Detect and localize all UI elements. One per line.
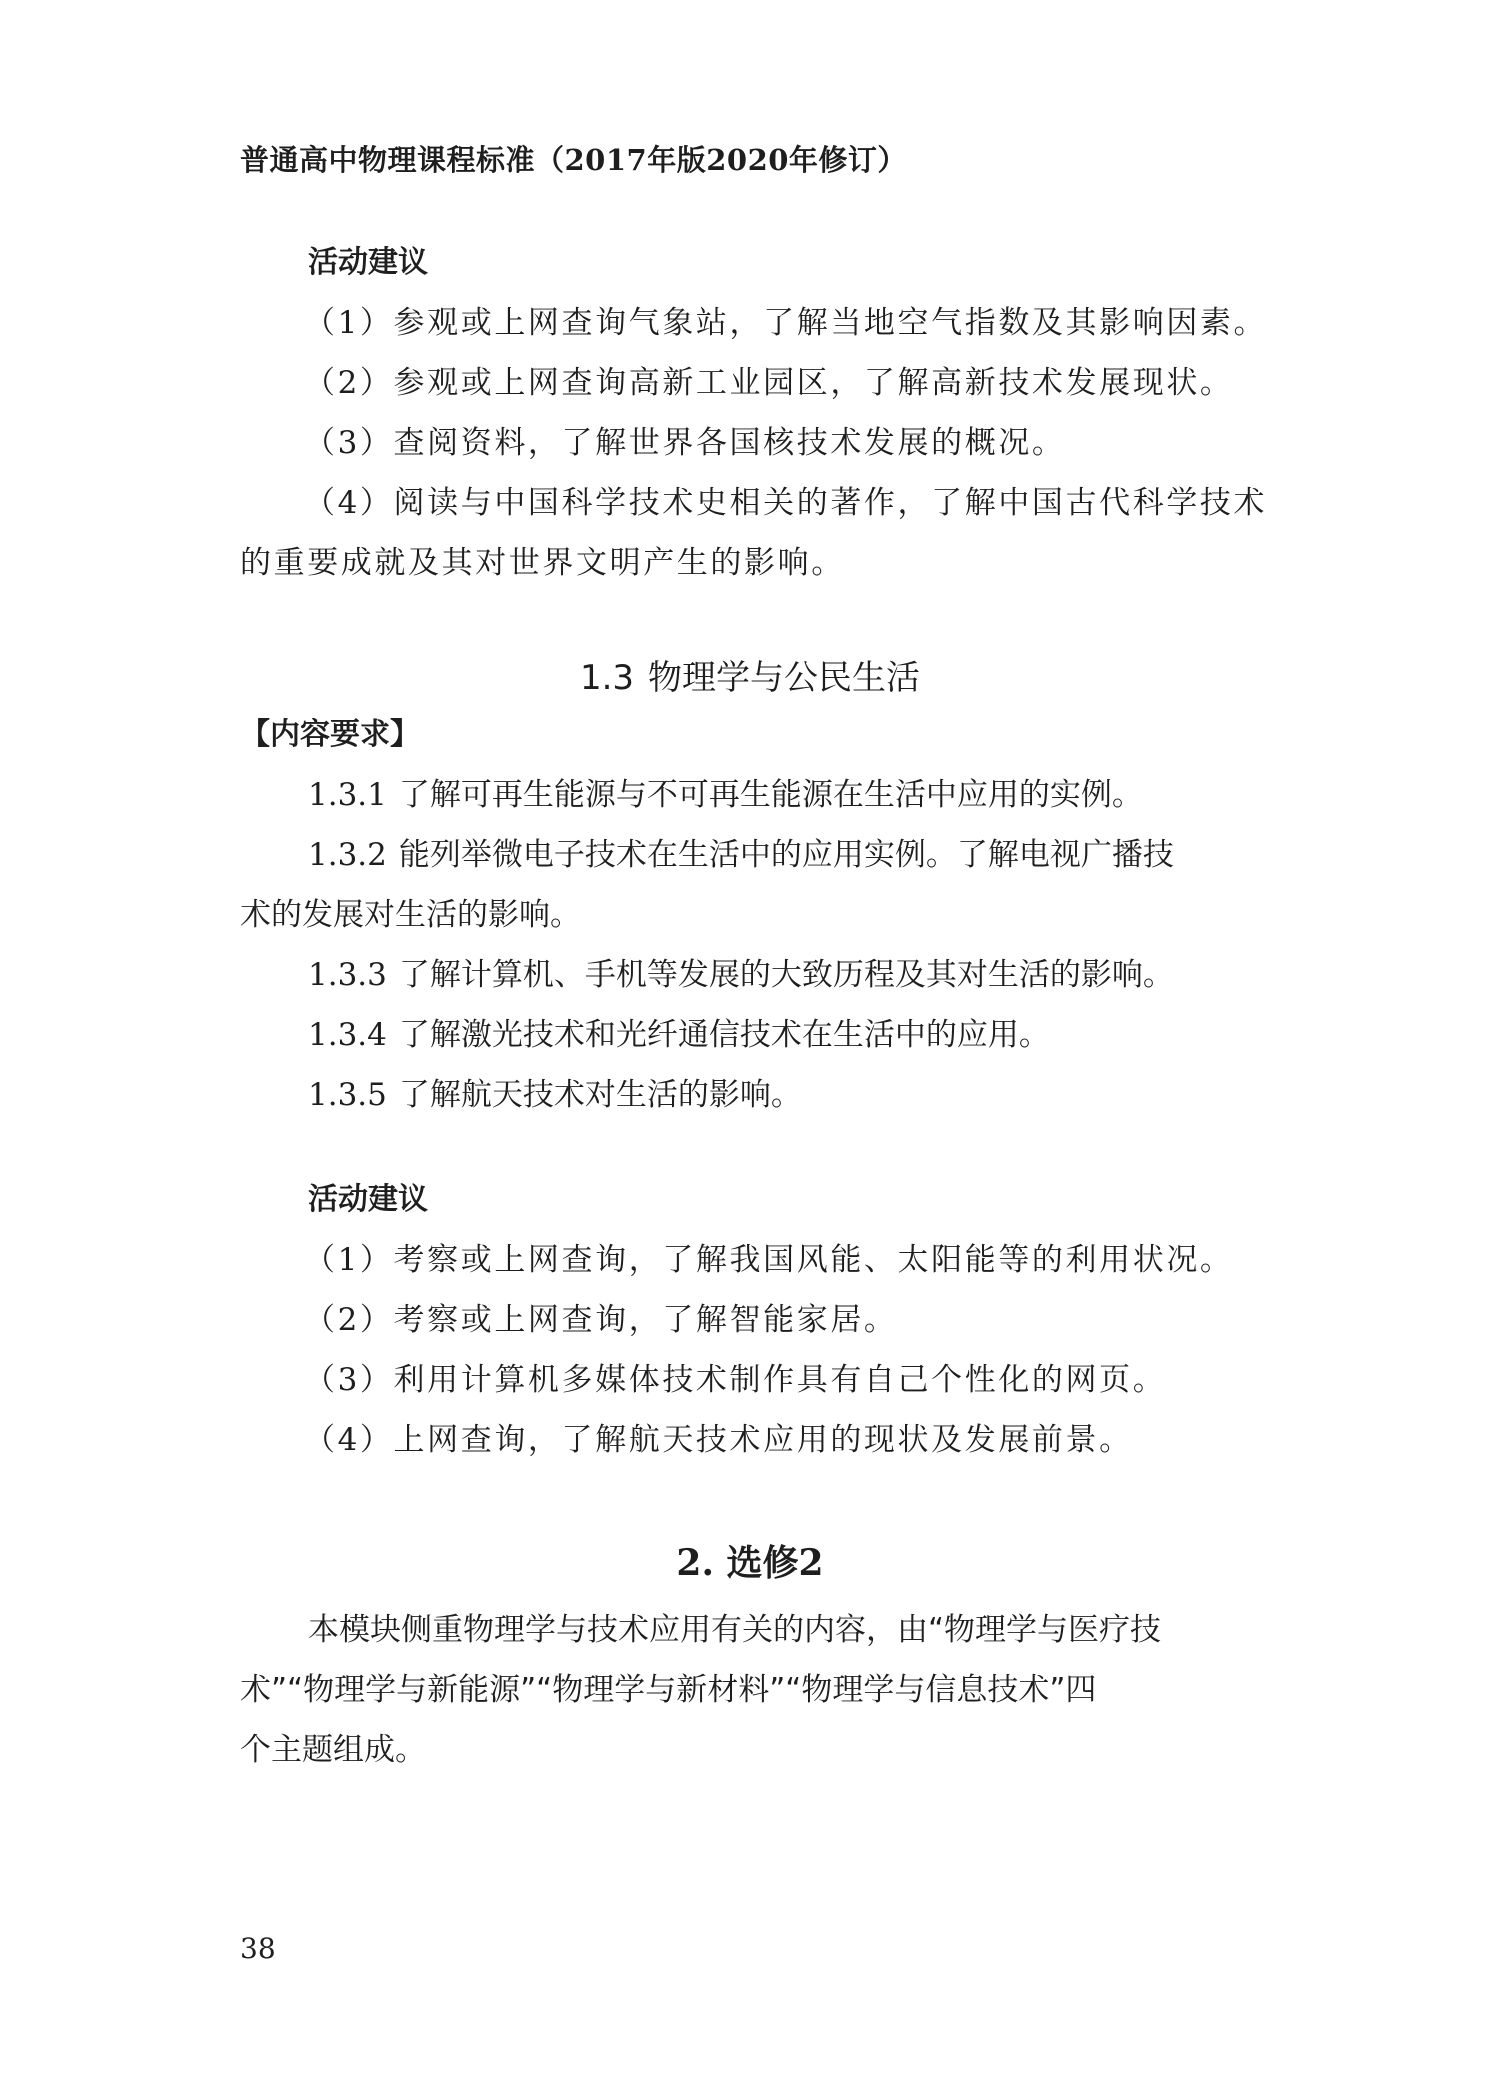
activity-item bbox=[240, 1290, 1260, 1350]
activity-item-text: 参观或上网查询气象站，了解当地空气指数及其影响因素。 bbox=[393, 305, 1268, 341]
activity-item bbox=[240, 1230, 1260, 1290]
activity-item bbox=[240, 1350, 1260, 1410]
requirement-continuation: 术的发展对生活的影响。 bbox=[240, 897, 581, 933]
chapter-heading: 2. 选修2 bbox=[676, 1542, 824, 1584]
requirement-text: 了解激光技术和光纤通信技术在生活中的应用。 bbox=[398, 1017, 1050, 1053]
section-heading bbox=[240, 650, 1260, 699]
chapter-paragraph bbox=[240, 1600, 1260, 1780]
activity-item-text: 参观或上网查询高新工业园区，了解高新技术发展现状。 bbox=[393, 365, 1234, 401]
activity-item-text: 利用计算机多媒体技术制作具有自己个性化的网页。 bbox=[393, 1362, 1167, 1398]
requirement-item bbox=[240, 1005, 1260, 1065]
paragraph-line: 个主题组成。 bbox=[240, 1732, 426, 1768]
activity-item bbox=[240, 413, 1260, 473]
activity-item bbox=[240, 293, 1268, 353]
activity-item-text: 阅读与中国科学技术史相关的著作，了解中国古代科学技术 bbox=[393, 485, 1268, 521]
requirement-item bbox=[240, 945, 1260, 1005]
activity-item-text: 查阅资料，了解世界各国核技术发展的概况。 bbox=[393, 425, 1066, 461]
activity-item bbox=[240, 473, 1268, 533]
activity-item-number: （2） bbox=[304, 365, 394, 401]
content-requirements-label: 【内容要求】 bbox=[240, 717, 420, 752]
requirement-code: 1.3.1 bbox=[308, 777, 387, 813]
requirement-text: 了解可再生能源与不可再生能源在生活中应用的实例。 bbox=[398, 777, 1143, 813]
running-header: 普通高中物理课程标准（2017年版2020年修订） bbox=[240, 143, 907, 177]
activity-item-number: （3） bbox=[304, 1362, 394, 1398]
activity-item bbox=[240, 1410, 1260, 1470]
activity-item-number: （1） bbox=[304, 1242, 394, 1278]
requirement-text: 了解计算机、手机等发展的大致历程及其对生活的影响。 bbox=[398, 957, 1174, 993]
paragraph-line: 本模块侧重物理学与技术应用有关的内容，由“物理学与医疗技 bbox=[308, 1612, 1162, 1648]
section-title: 物理学与公民生活 bbox=[648, 658, 921, 698]
activity-suggestions-1 bbox=[240, 233, 1268, 593]
page-number: 38 bbox=[240, 1932, 276, 1965]
activity-item-number: （3） bbox=[304, 425, 394, 461]
requirement-code: 1.3.2 bbox=[308, 837, 387, 873]
activity-suggestions-title: 活动建议 bbox=[308, 245, 428, 280]
requirement-code: 1.3.4 bbox=[308, 1017, 387, 1053]
requirement-item bbox=[240, 765, 1260, 825]
requirement-item bbox=[240, 1065, 1260, 1125]
activity-item-number: （4） bbox=[304, 485, 394, 521]
content-requirements bbox=[240, 705, 1260, 1125]
requirement-text: 能列举微电子技术在生活中的应用实例。了解电视广播技 bbox=[398, 837, 1174, 873]
activity-item-continuation: 的重要成就及其对世界文明产生的影响。 bbox=[240, 545, 845, 581]
activity-item-text: 上网查询，了解航天技术应用的现状及发展前景。 bbox=[393, 1422, 1133, 1458]
requirement-text: 了解航天技术对生活的影响。 bbox=[398, 1077, 802, 1113]
activity-item-number: （4） bbox=[304, 1422, 394, 1458]
section-number: 1.3 bbox=[579, 658, 635, 698]
activity-item-number: （2） bbox=[304, 1302, 394, 1338]
activity-item bbox=[240, 353, 1260, 413]
activity-item-text: 考察或上网查询，了解我国风能、太阳能等的利用状况。 bbox=[393, 1242, 1234, 1278]
paragraph-line: 术”“物理学与新能源”“物理学与新材料”“物理学与信息技术”四 bbox=[240, 1672, 1097, 1708]
requirement-code: 1.3.5 bbox=[308, 1077, 387, 1113]
activity-suggestions-title: 活动建议 bbox=[308, 1182, 428, 1217]
activity-item-text: 考察或上网查询，了解智能家居。 bbox=[393, 1302, 898, 1338]
activity-item-number: （1） bbox=[304, 305, 394, 341]
activity-suggestions-2 bbox=[240, 1170, 1260, 1470]
requirement-item bbox=[240, 825, 1260, 885]
requirement-code: 1.3.3 bbox=[308, 957, 387, 993]
